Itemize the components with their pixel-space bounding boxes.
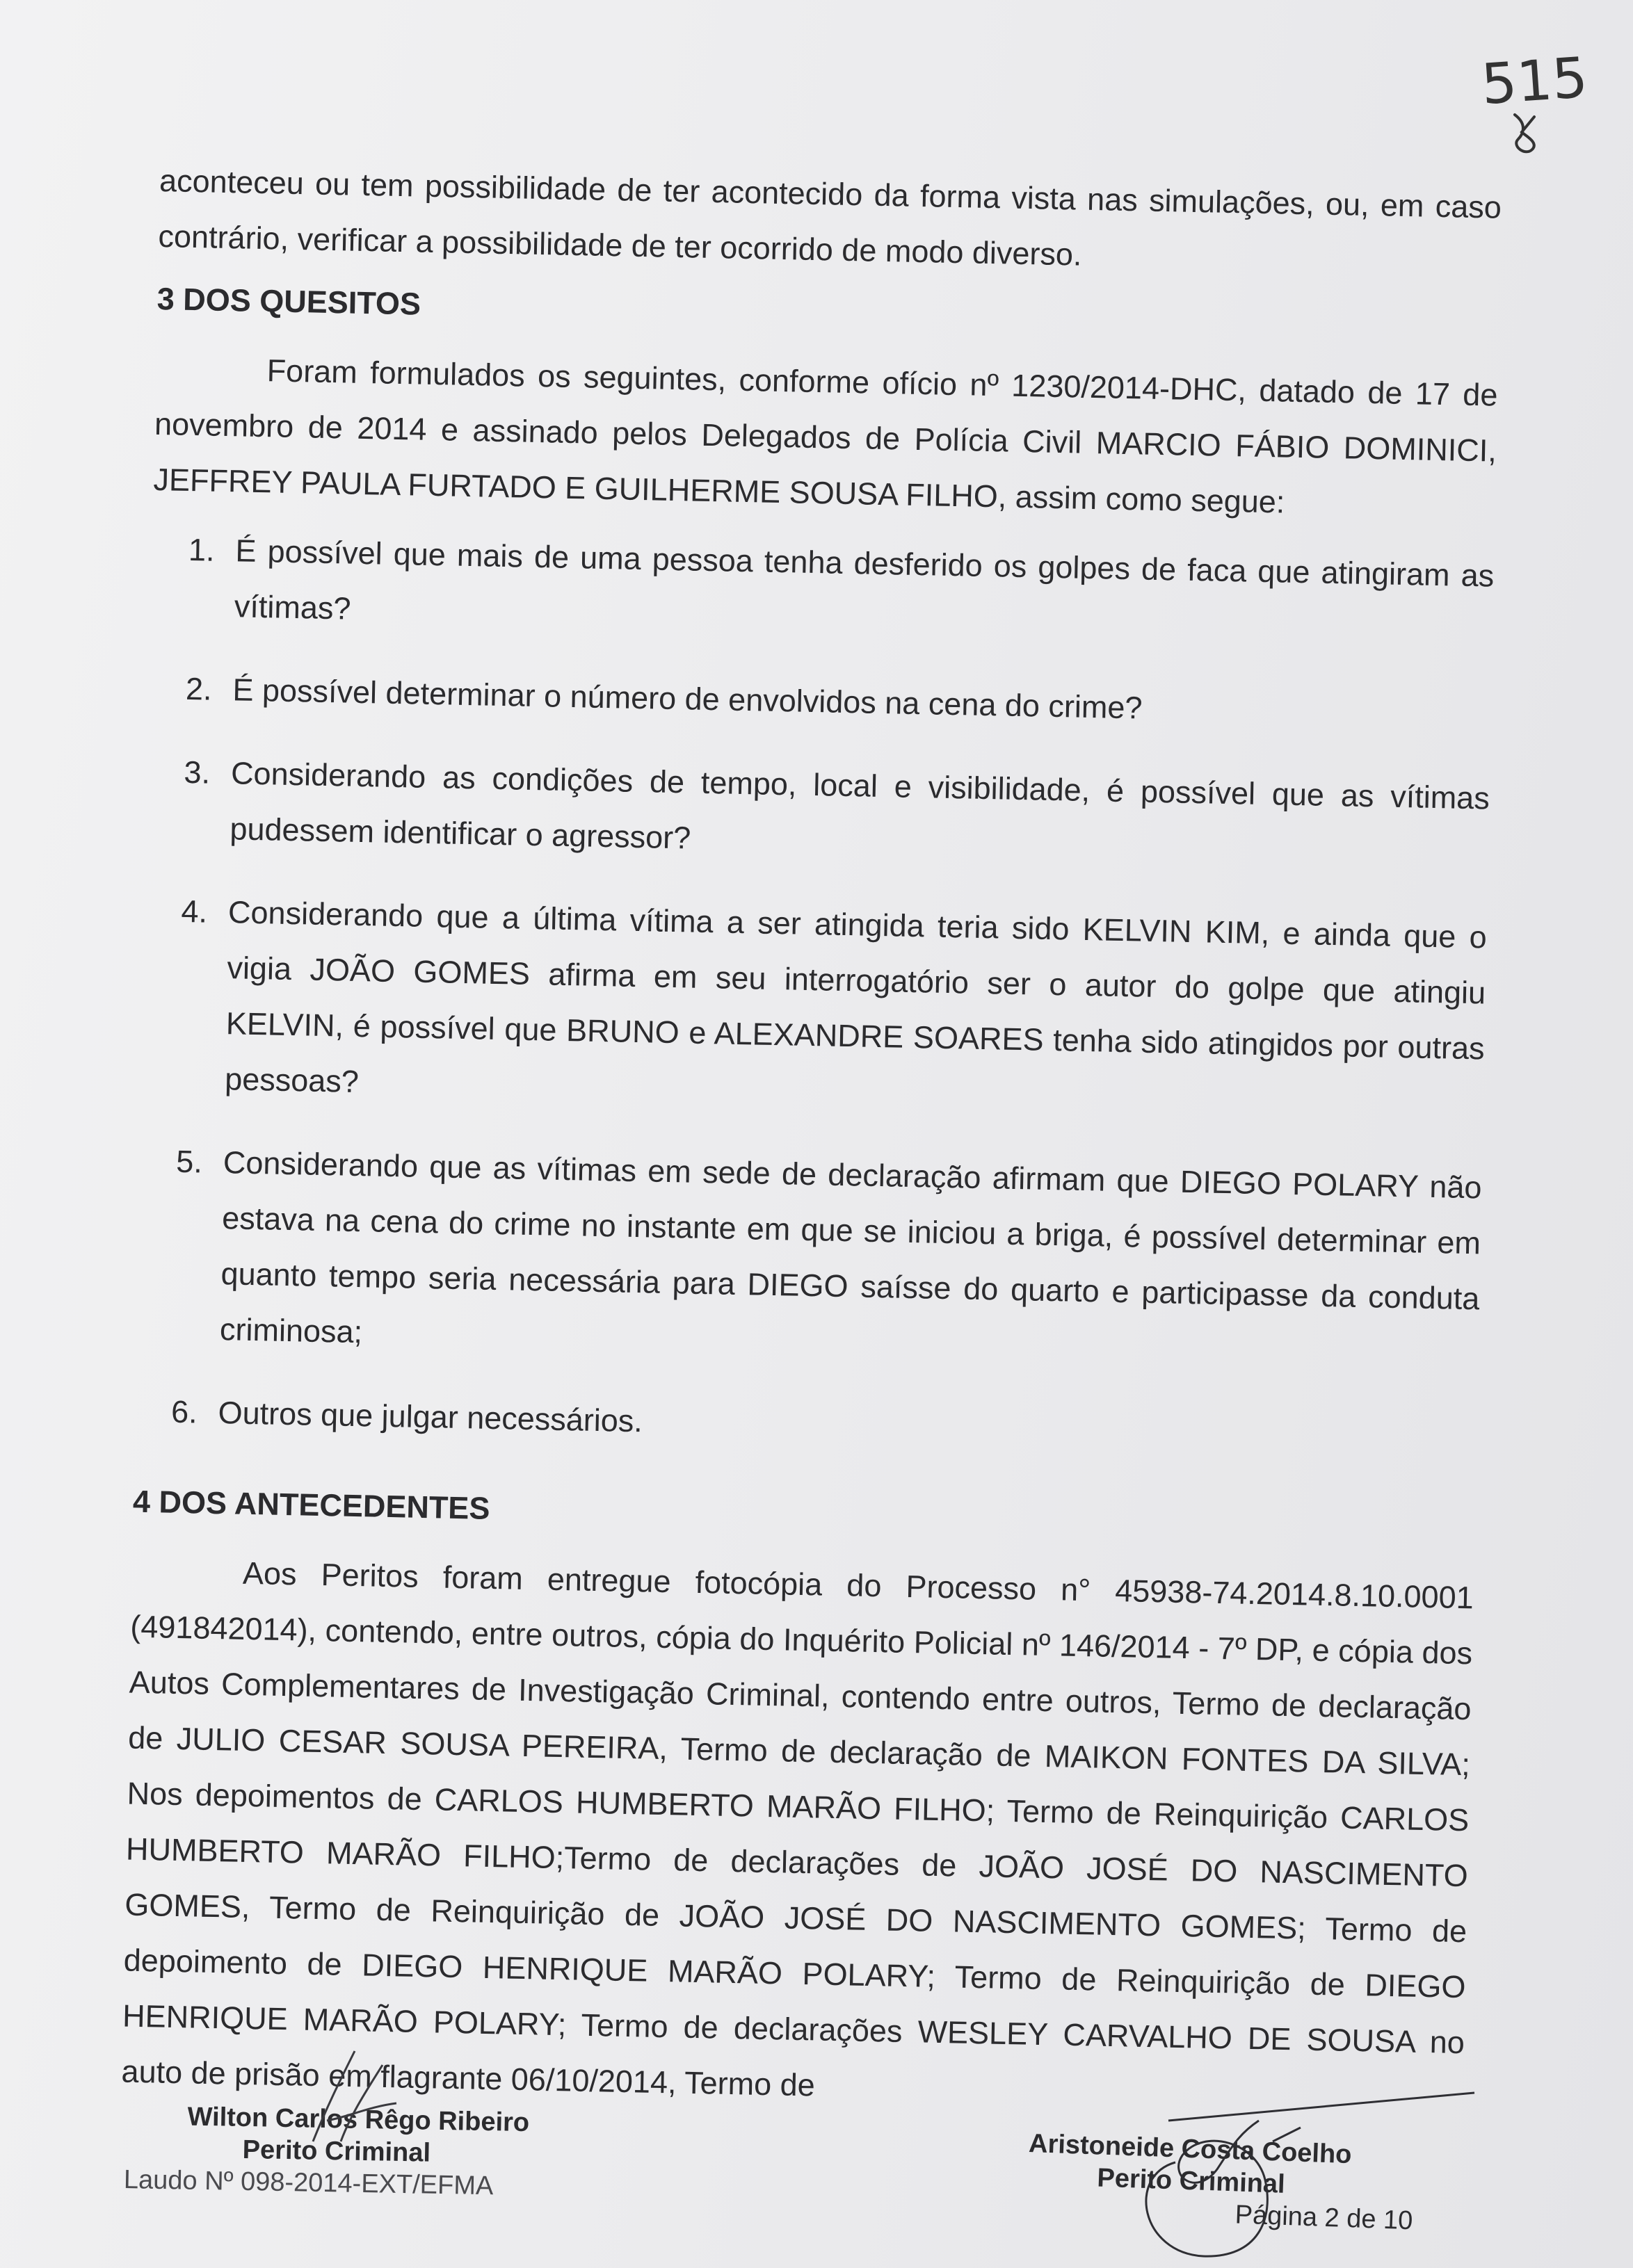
section-4-paragraph: Aos Peritos foram entregue fotocópia do Processo n° 45938-74.2014.8.10.0001 (491842014), contendo, entre outros, cópia do Inquérito Policial nº 146/2014 - 7º DP, e cópia dos Autos Complementares de Investigação Criminal, contendo entre outros, Termo de declaração de JULIO CESAR SOUSA PEREIRA, Termo de declaração de MAIKON FONTES DA SILVA; Nos depoimentos de CARLOS HUMBERTO MARÃO FILHO; Termo de Reinquirição CARLOS HUMBERTO MARÃO FILHO;Termo de declarações de JOÃO JOSÉ DO NASCIMENTO GOMES, Termo de Reinquirição de JOÃO JOSÉ DO NASCIMENTO GOMES; Termo de depoimento de DIEGO HENRIQUE MARÃO POLARY; Termo de Reinquirição de DIEGO HENRIQUE MARÃO POLARY; Termo de declarações WESLEY CARVALHO DE SOUSA no auto de prisão em flagrante 06/10/2014, Termo de: [121, 1555, 1474, 2103]
question-text: É possível que mais de uma pessoa tenha desferido os golpes de faca que atingiram as vítimas?: [234, 533, 1495, 626]
signer-role: Perito Criminal: [242, 2135, 431, 2168]
question-number: 3.: [184, 754, 211, 791]
list-item: [134, 1384, 1477, 1466]
question-text: Considerando que as vítimas em sede de declaração afirmam que DIEGO POLARY não estava na cena do crime no instante em que se iniciou a briga, é possível determinar em quanto tempo seria necessária para DIEGO saísse do quarto e participasse da conduta criminosa;: [219, 1144, 1483, 1350]
signer-role: Perito Criminal: [1096, 2163, 1286, 2199]
questions-list: [134, 521, 1495, 1466]
question-text: É possível determinar o número de envolvidos na cena do crime?: [232, 672, 1143, 726]
laudo-number: Laudo Nº 098-2014-EXT/EFMA: [123, 2164, 494, 2201]
section-4-heading: 4 DOS ANTECEDENTES: [132, 1483, 490, 1526]
section-3-paragraph: Foram formulados os seguintes, conforme ofício nº 1230/2014-DHC, datado de 17 de novembro de 2014 e assinado pelos Delegados de Polícia Civil MARCIO FÁBIO DOMINICI, JEFFREY PAULA FURTADO E GUILHERME SOUSA FILHO, assim como segue:: [153, 353, 1498, 520]
question-number: 2.: [185, 670, 213, 707]
signature-right: [1099, 2079, 1488, 2267]
signer-name: Wilton Carlos Rêgo Ribeiro: [187, 2102, 530, 2138]
list-item: [146, 744, 1490, 882]
list-item: [136, 1133, 1482, 1383]
handwritten-initial: [1508, 111, 1543, 160]
page-indicator: Página 2 de 10: [1234, 2200, 1414, 2236]
section-3-heading: 3 DOS QUESITOS: [156, 280, 421, 322]
signer-name: Aristoneide Costa Coelho: [1028, 2128, 1353, 2170]
question-number: 4.: [181, 893, 208, 930]
signature-left: [299, 2037, 410, 2148]
handwritten-page-number: 515: [1479, 44, 1590, 118]
question-number: 5.: [175, 1143, 203, 1180]
question-number: 6.: [170, 1393, 198, 1430]
question-text: Considerando as condições de tempo, local e visibilidade, é possível que as vítimas pudessem identificar o agressor?: [230, 755, 1490, 856]
list-item: [149, 661, 1492, 743]
question-number: 1.: [188, 531, 216, 568]
list-item: [141, 883, 1488, 1133]
list-item: [150, 521, 1495, 660]
intro-paragraph: aconteceu ou tem possibilidade de ter acontecido da forma vista nas simulações, ou, em caso contrário, verificar a possibilidade de ter ocorrido de modo diverso.: [158, 162, 1502, 273]
question-text: Outros que julgar necessários.: [218, 1395, 643, 1439]
question-text: Considerando que a última vítima a ser atingida teria sido KELVIN KIM, e ainda que o vigia JOÃO GOMES afirma em seu interrogatório ser o autor do golpe que atingiu KELVIN, é possível que BRUNO e ALEXANDRE SOARES tenha sido atingidos por outras pessoas?: [224, 894, 1488, 1100]
document-body: [121, 153, 1502, 2126]
